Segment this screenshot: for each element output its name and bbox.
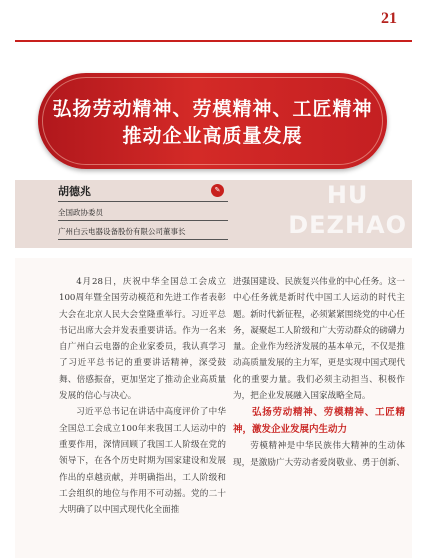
title-banner xyxy=(38,73,387,169)
article-left-column xyxy=(59,274,226,518)
author-name: 胡德兆 xyxy=(58,185,91,198)
author-role-1: 全国政协委员 xyxy=(58,208,103,217)
author-info xyxy=(58,184,228,245)
article-right-column xyxy=(233,274,405,471)
feather-icon: ✎ xyxy=(211,184,224,197)
author-pinyin-line-2: DEZHAO xyxy=(288,211,407,239)
author-divider xyxy=(58,239,228,240)
article-title-line-2: 推动企业高质量发展 xyxy=(122,125,303,147)
author-divider xyxy=(58,220,228,221)
section-subheading: 弘扬劳动精神、劳模精神、工匠精神，激发企业发展内生动力 xyxy=(233,407,405,436)
top-rule xyxy=(15,40,412,42)
article-paragraph: 劳模精神是中华民族伟大精神的生动体现，是激励广大劳动者爱岗敬业、勇于创新、 xyxy=(233,441,405,468)
article-body xyxy=(15,258,412,558)
author-pinyin xyxy=(288,180,407,240)
article-paragraph: 习近平总书记在讲话中高度评价了中华全国总工会成立100年来我国工人运动中的重要作用，深情回顾了我国工人阶级在党的领导下，在各个历史时期为国家建设和发展作出的卓越贡献，并明确指出，工人阶级和工会组织的地位与作用不可动摇。党的二十大明确了以中国式现代化全面推 xyxy=(59,407,226,516)
page-number: 21 xyxy=(381,10,397,27)
article-paragraph: 4月28日，庆祝中华全国总工会成立100周年暨全国劳动模范和先进工作者表彰大会在北京人民大会堂隆重举行。习近平总书记出席大会并发表重要讲话。作为一名来自广州白云电器的企业家委员，我认真学习了习近平总书记的重要讲话精神，深受鼓舞、倍感振奋，更加坚定了推动企业高质量发展的信心与决心。 xyxy=(59,277,226,402)
author-divider xyxy=(58,201,228,202)
article-paragraph: 进强国建设、民族复兴伟业的中心任务。这一中心任务就是新时代中国工人运动的时代主题。新时代新征程，必须紧紧围绕党的中心任务，凝聚起工人阶级和广大劳动群众的磅礴力量。企业作为经济发展的基本单元，不仅是推动高质量发展的主力军，更是实现中国式现代化的重要力量。我们必须主动担当、积极作为，把企业发展融入国家战略全局。 xyxy=(233,277,405,402)
article-title-line-1: 弘扬劳动精神、劳模精神、工匠精神 xyxy=(52,98,373,120)
author-role-2: 广州白云电器设备股份有限公司董事长 xyxy=(58,227,186,236)
author-pinyin-line-1: HU xyxy=(326,181,369,209)
